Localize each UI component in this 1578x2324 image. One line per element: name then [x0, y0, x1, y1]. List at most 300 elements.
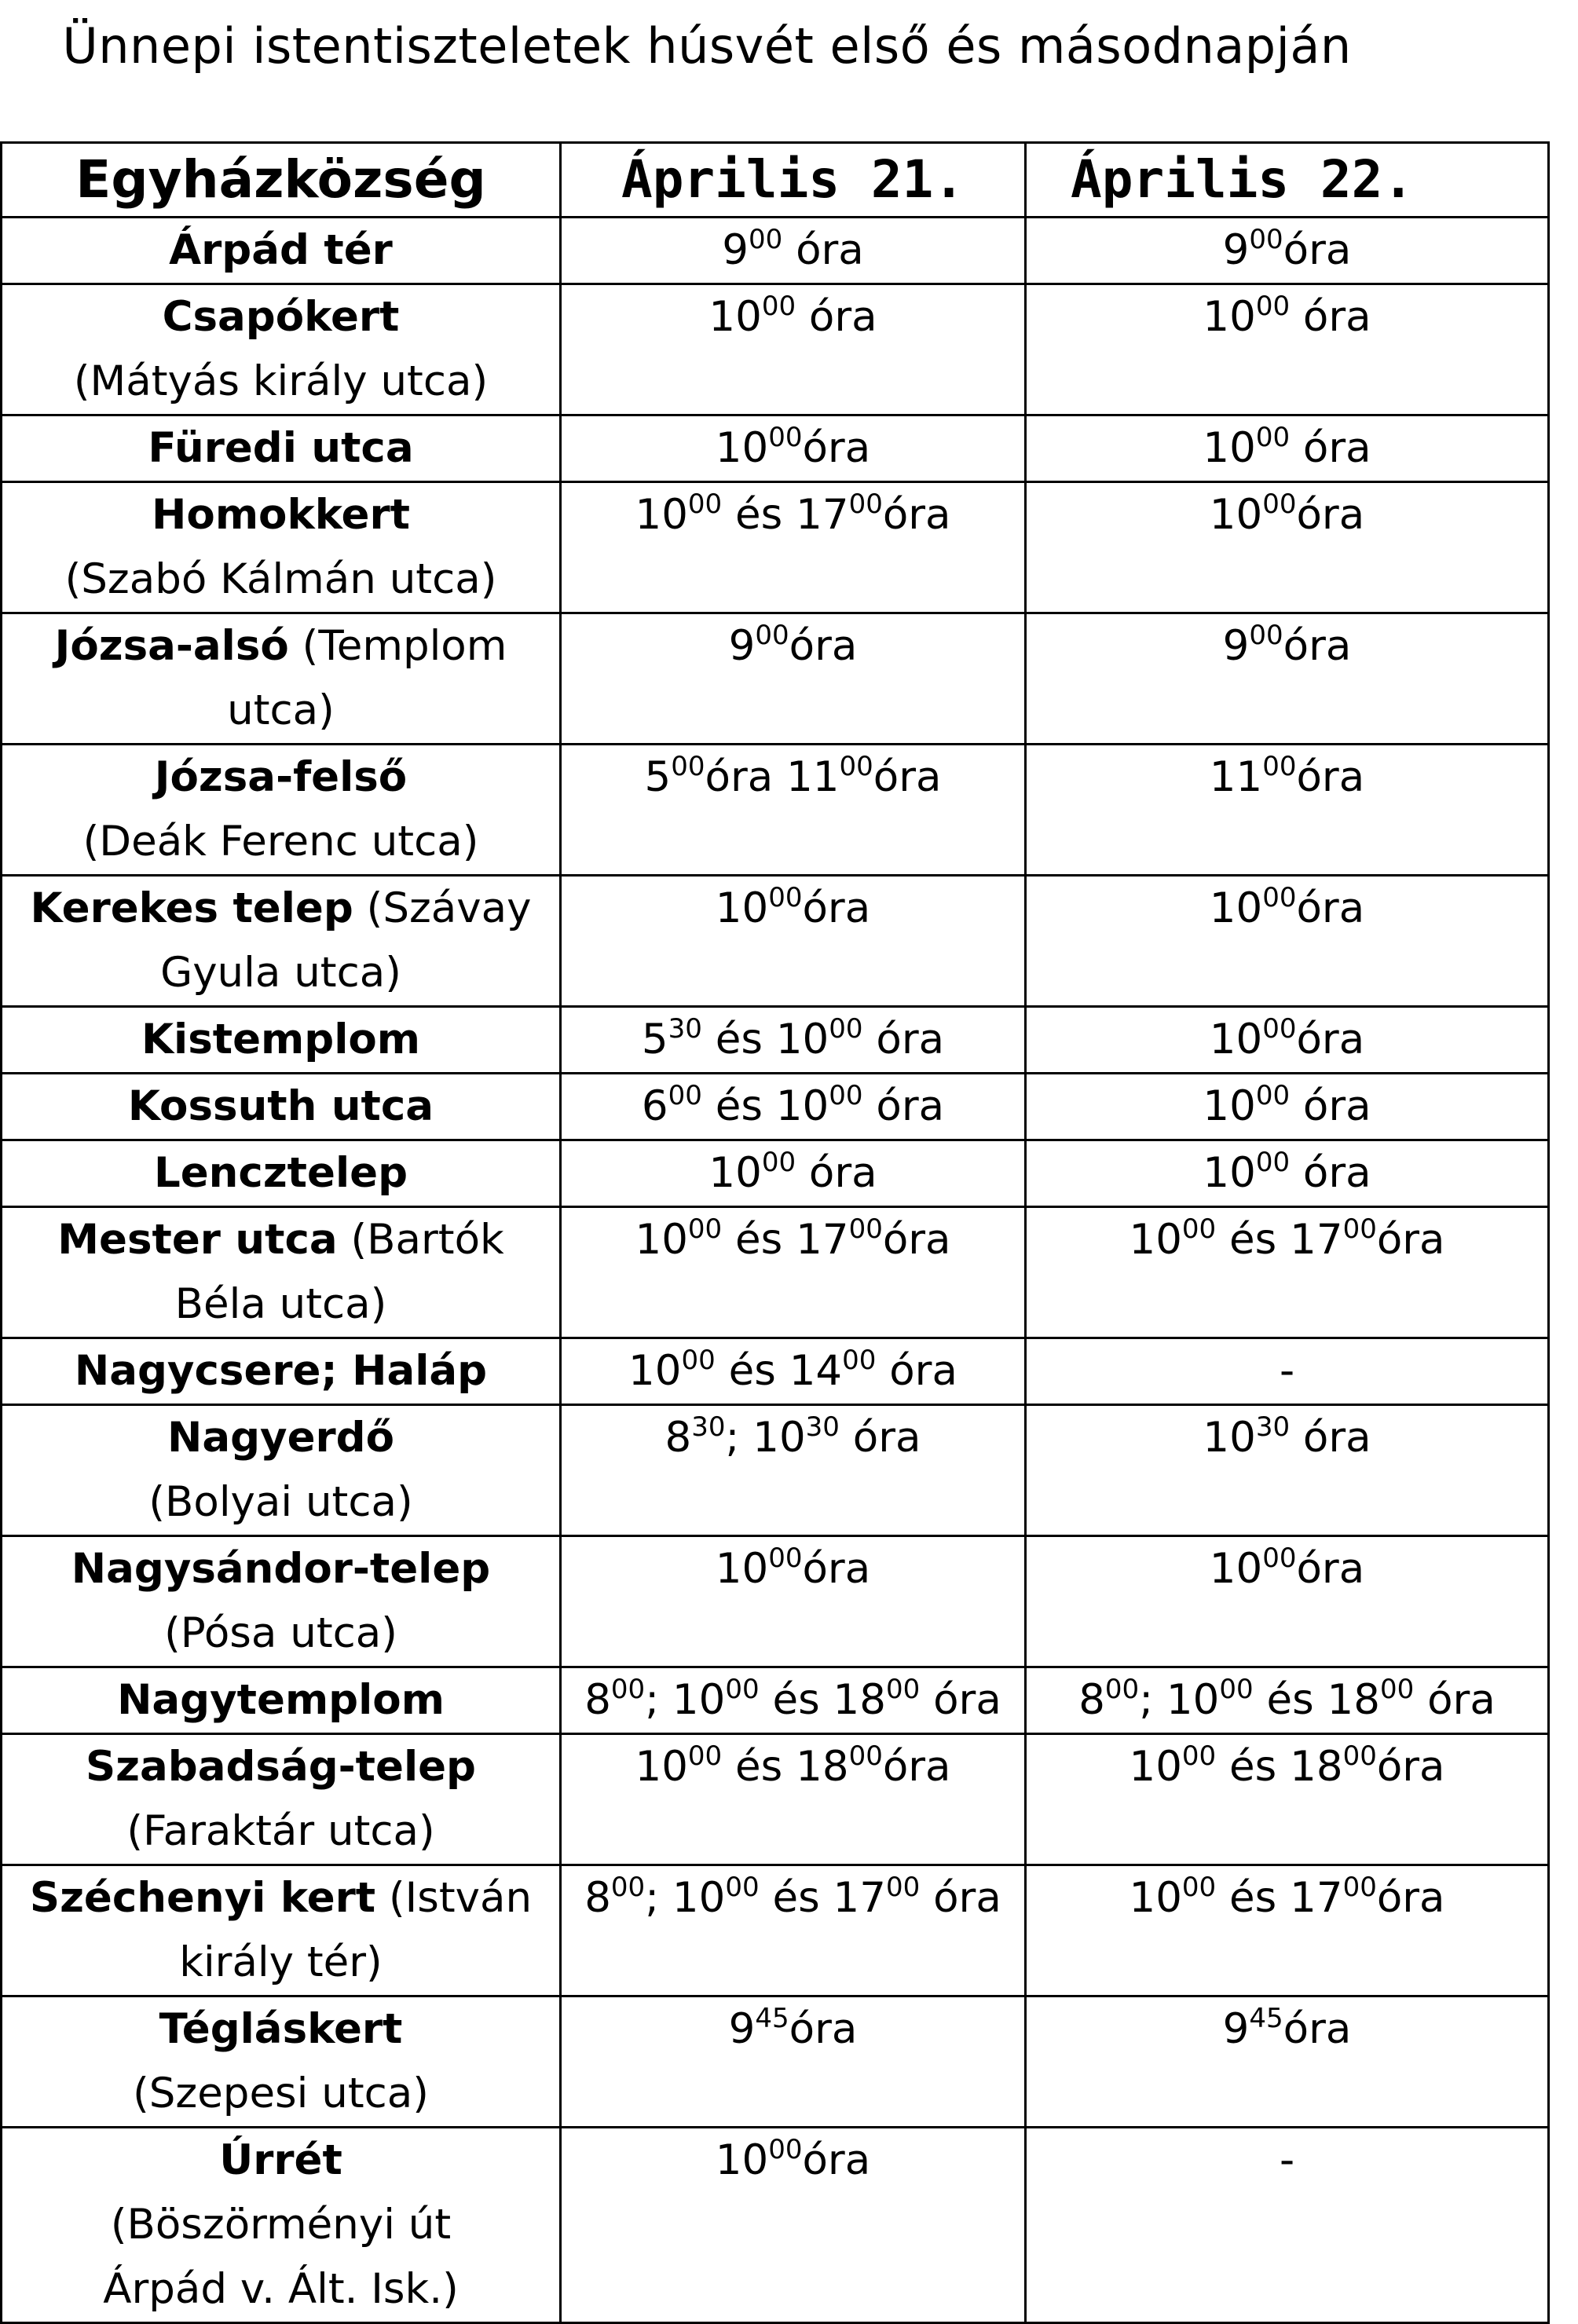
time-suffix: óra — [862, 1082, 945, 1130]
time-minutes: 30 — [668, 1013, 702, 1045]
service-times — [716, 1545, 870, 1593]
congregation-line — [7, 416, 555, 481]
table-row — [2, 218, 1549, 284]
time-minutes: 00 — [1255, 422, 1291, 453]
time-suffix: óra — [882, 1216, 951, 1264]
congregation-line — [7, 483, 555, 547]
day-1-times-cell — [561, 2128, 1026, 2323]
time-hour: 10 — [1166, 1676, 1220, 1724]
time-hour: 14 — [789, 1347, 843, 1395]
time-suffix: óra — [796, 1149, 877, 1197]
time-minutes: 00 — [1342, 1213, 1377, 1245]
table-row — [2, 745, 1549, 876]
time-suffix: óra — [796, 293, 877, 341]
congregation-line — [7, 1008, 555, 1072]
time-suffix: ; — [645, 1874, 672, 1922]
time-suffix: óra — [782, 226, 864, 274]
time-hour: 10 — [672, 1676, 726, 1724]
time-minutes: 00 — [610, 1872, 646, 1903]
time-suffix: ; — [1139, 1676, 1166, 1724]
time-hour: 8 — [584, 1874, 611, 1922]
time-hour: 10 — [775, 1082, 829, 1130]
time-minutes: 00 — [848, 1740, 883, 1772]
congregation-address: (Bolyai utca) — [148, 1478, 413, 1526]
time-suffix: óra — [1376, 1216, 1445, 1264]
time-minutes: 30 — [691, 1411, 726, 1443]
time-suffix: óra — [789, 622, 858, 670]
day-2-times-cell — [1026, 745, 1549, 876]
time-suffix: óra — [1296, 753, 1365, 801]
day-1-times-cell — [561, 415, 1026, 482]
day-2-times-cell — [1026, 1074, 1549, 1140]
table-row — [2, 415, 1549, 482]
time-minutes: 00 — [1342, 1740, 1377, 1772]
congregation-name: Kerekes telep — [30, 884, 353, 932]
day-1-times-cell — [561, 876, 1026, 1007]
day-2-times-cell — [1026, 1405, 1549, 1536]
service-times — [1203, 1411, 1371, 1462]
time-minutes: 00 — [1219, 1674, 1254, 1705]
congregation-name: Józsa-alsó — [54, 622, 289, 670]
time-hour: 10 — [1129, 1874, 1182, 1922]
header-row — [2, 143, 1549, 218]
time-suffix: óra — [802, 424, 871, 472]
time-hour: 9 — [722, 226, 749, 274]
time-suffix: óra — [1290, 424, 1371, 472]
congregation-name: Kossuth utca — [127, 1082, 434, 1130]
time-suffix: óra — [1290, 1149, 1371, 1197]
day-1-times-cell — [561, 1405, 1026, 1536]
day-1-times-cell — [561, 1074, 1026, 1140]
time-hour: 10 — [715, 884, 769, 932]
congregation-cell — [2, 284, 561, 415]
service-times — [722, 226, 864, 274]
time-suffix: óra — [705, 753, 787, 801]
time-suffix: és — [722, 1216, 796, 1264]
day-2-times-cell — [1026, 482, 1549, 613]
day-2-times-cell — [1026, 613, 1549, 745]
time-hour: 10 — [715, 424, 769, 472]
time-hour: 9 — [1222, 226, 1250, 274]
congregation-address-inline: (Templom — [288, 622, 507, 670]
congregation-name: Nagytemplom — [117, 1676, 445, 1724]
congregation-name: Homokkert — [152, 491, 410, 539]
time-suffix: óra — [920, 1874, 1001, 1922]
congregation-line — [7, 1866, 555, 1931]
congregation-name: Nagycsere; Haláp — [74, 1347, 488, 1395]
service-times — [645, 753, 942, 801]
service-times — [1203, 293, 1371, 341]
service-times — [1223, 2005, 1352, 2053]
time-suffix: és — [1216, 1874, 1291, 1922]
day-1-times-cell — [561, 1734, 1026, 1865]
time-hour: 18 — [1327, 1676, 1380, 1724]
time-suffix: ; — [725, 1414, 753, 1462]
day-1-times-cell — [561, 1338, 1026, 1405]
congregation-line — [7, 1074, 555, 1139]
time-hour: 10 — [1129, 1216, 1182, 1264]
service-times — [716, 424, 870, 472]
congregation-name: Kistemplom — [141, 1016, 421, 1063]
time-suffix: óra — [876, 1347, 957, 1395]
time-minutes: 00 — [681, 1345, 716, 1376]
congregation-cell — [2, 1207, 561, 1338]
day-1-times-cell — [561, 745, 1026, 876]
congregation-address: (Szepesi utca) — [133, 2070, 429, 2117]
time-minutes: 45 — [1249, 2003, 1283, 2034]
time-hour: 6 — [641, 1082, 668, 1130]
day-2-times-cell — [1026, 1996, 1549, 2128]
congregation-line — [7, 1406, 555, 1470]
service-times — [1223, 226, 1352, 274]
service-times — [635, 1213, 951, 1264]
congregation-line — [7, 1735, 555, 1799]
time-hour: 10 — [1203, 424, 1256, 472]
time-suffix: óra — [1290, 293, 1371, 341]
time-hour: 10 — [628, 1347, 682, 1395]
day-2-times-cell — [1026, 1207, 1549, 1338]
congregation-cell — [2, 745, 561, 876]
service-times — [1129, 1740, 1445, 1791]
time-minutes: 00 — [848, 489, 883, 520]
time-hour: 17 — [833, 1874, 886, 1922]
time-hour: 10 — [715, 2136, 769, 2184]
congregation-line — [7, 2128, 555, 2193]
service-times — [1078, 1676, 1496, 1724]
day-1-times-cell — [561, 1140, 1026, 1207]
time-suffix: óra — [1283, 2005, 1352, 2053]
congregation-line — [7, 1208, 555, 1272]
service-times — [628, 1347, 957, 1395]
time-minutes: 00 — [755, 620, 789, 651]
congregation-cell — [2, 1667, 561, 1734]
congregation-line — [7, 1537, 555, 1601]
time-minutes: 00 — [668, 1080, 702, 1111]
service-times — [1210, 884, 1364, 932]
day-2-times-cell — [1026, 1667, 1549, 1734]
time-minutes: 00 — [1181, 1740, 1217, 1772]
time-hour: 17 — [796, 1216, 849, 1264]
day-1-times-cell — [561, 1207, 1026, 1338]
time-hour: 10 — [1203, 1149, 1256, 1197]
congregation-cell — [2, 1338, 561, 1405]
congregation-name: Mester utca — [57, 1216, 338, 1264]
no-service-dash: - — [1279, 2136, 1295, 2184]
time-hour: 9 — [728, 622, 756, 670]
time-minutes: 00 — [725, 1674, 760, 1705]
table-row — [2, 1140, 1549, 1207]
time-minutes: 00 — [842, 1345, 877, 1376]
table-row — [2, 1734, 1549, 1865]
time-hour: 10 — [715, 1545, 769, 1593]
time-suffix: ; — [645, 1676, 672, 1724]
service-times — [665, 1411, 921, 1462]
time-hour: 5 — [644, 753, 672, 801]
time-hour: 10 — [708, 1149, 762, 1197]
time-suffix: és — [701, 1016, 776, 1063]
time-suffix: és — [1216, 1216, 1291, 1264]
time-hour: 10 — [708, 293, 762, 341]
time-minutes: 00 — [1262, 751, 1297, 782]
day-1-times-cell — [561, 1667, 1026, 1734]
time-hour: 10 — [775, 1016, 829, 1063]
day-2-times-cell — [1026, 1140, 1549, 1207]
time-suffix: óra — [920, 1676, 1001, 1724]
table-row — [2, 1996, 1549, 2128]
table-row — [2, 482, 1549, 613]
time-minutes: 00 — [1342, 1872, 1377, 1903]
time-hour: 8 — [1078, 1676, 1105, 1724]
table-row — [2, 1667, 1549, 1734]
day-2-times-cell — [1026, 2128, 1549, 2323]
congregation-cell — [2, 482, 561, 613]
congregation-address: Béla utca) — [174, 1280, 387, 1328]
congregation-line — [7, 285, 555, 350]
congregation-address-inline: (István — [375, 1874, 533, 1922]
congregation-cell — [2, 1536, 561, 1667]
time-minutes: 00 — [1262, 489, 1297, 520]
congregation-cell — [2, 1996, 561, 2128]
congregation-address-inline: (Szávay — [353, 884, 532, 932]
time-suffix: óra — [1296, 1016, 1365, 1063]
time-minutes: 00 — [1255, 291, 1291, 322]
congregation-cell — [2, 1405, 561, 1536]
time-hour: 10 — [1209, 1545, 1263, 1593]
congregation-line — [7, 1997, 555, 2062]
time-minutes: 00 — [1255, 1147, 1291, 1178]
congregation-line — [7, 1141, 555, 1206]
service-times — [1210, 1545, 1364, 1593]
time-suffix: és — [1253, 1676, 1327, 1724]
day-2-times-cell — [1026, 1865, 1549, 1996]
congregation-cell — [2, 415, 561, 482]
congregation-cell — [2, 1865, 561, 1996]
time-hour: 8 — [665, 1414, 692, 1462]
table-row — [2, 1207, 1549, 1338]
day-1-times-cell — [561, 1536, 1026, 1667]
congregation-line — [7, 1668, 555, 1733]
time-suffix: óra — [1290, 1414, 1371, 1462]
time-minutes: 00 — [1255, 1080, 1291, 1111]
time-minutes: 00 — [1380, 1674, 1415, 1705]
service-times — [708, 1149, 877, 1197]
day-2-times-cell — [1026, 1007, 1549, 1074]
day-2-times-cell — [1026, 1734, 1549, 1865]
time-hour: 18 — [796, 1743, 849, 1791]
time-hour: 9 — [728, 2005, 756, 2053]
time-minutes: 00 — [829, 1013, 863, 1045]
day-1-times-cell — [561, 1007, 1026, 1074]
time-hour: 10 — [1203, 293, 1256, 341]
header-day-1: Április 21. — [561, 143, 1026, 218]
service-times — [584, 1676, 1001, 1724]
congregation-cell — [2, 876, 561, 1007]
time-suffix: óra — [839, 1414, 921, 1462]
congregation-address: Gyula utca) — [160, 949, 401, 997]
time-suffix: óra — [802, 1545, 871, 1593]
time-hour: 10 — [1129, 1743, 1182, 1791]
time-suffix: óra — [882, 491, 951, 539]
time-hour: 10 — [1203, 1414, 1256, 1462]
time-suffix: óra — [882, 1743, 951, 1791]
time-minutes: 00 — [671, 751, 705, 782]
time-suffix: óra — [1283, 226, 1352, 274]
time-suffix: óra — [1296, 491, 1365, 539]
table-row — [2, 1865, 1549, 1996]
congregation-address: (Pósa utca) — [164, 1609, 397, 1657]
time-hour: 17 — [1290, 1874, 1343, 1922]
time-minutes: 00 — [748, 224, 783, 255]
day-2-times-cell — [1026, 1536, 1549, 1667]
header-congregation: Egyházközség — [2, 143, 561, 218]
service-times — [729, 2005, 858, 2053]
congregation-name: Lencztelep — [153, 1149, 408, 1197]
day-2-times-cell — [1026, 218, 1549, 284]
day-2-times-cell — [1026, 876, 1549, 1007]
time-minutes: 00 — [610, 1674, 646, 1705]
time-minutes: 00 — [1181, 1213, 1217, 1245]
congregation-name: Nagyerdő — [167, 1414, 395, 1462]
service-times — [635, 1740, 951, 1791]
congregation-line — [7, 745, 555, 810]
page-title: Ünnepi istentiszteletek húsvét első és másodnapján — [62, 17, 1352, 75]
time-minutes: 00 — [768, 2134, 803, 2165]
congregation-address: (Deák Ferenc utca) — [82, 818, 479, 866]
time-suffix: óra — [802, 2136, 871, 2184]
time-hour: 18 — [833, 1676, 886, 1724]
congregation-line — [7, 614, 555, 679]
service-times — [584, 1874, 1001, 1922]
day-1-times-cell — [561, 284, 1026, 415]
time-minutes: 00 — [1262, 1543, 1297, 1574]
time-hour: 10 — [672, 1874, 726, 1922]
service-times — [1223, 622, 1352, 670]
time-minutes: 00 — [687, 1213, 723, 1245]
congregation-name: Csapókert — [162, 293, 400, 341]
table-row — [2, 2128, 1549, 2323]
table-row — [2, 1007, 1549, 1074]
service-times — [1203, 1082, 1371, 1130]
time-suffix: és — [701, 1082, 776, 1130]
congregation-address-inline: (Bartók — [337, 1216, 504, 1264]
service-times — [642, 1082, 944, 1130]
time-suffix: óra — [802, 884, 871, 932]
time-minutes: 00 — [1104, 1674, 1140, 1705]
congregation-address: (Mátyás király utca) — [73, 357, 489, 405]
time-suffix: óra — [862, 1016, 945, 1063]
day-1-times-cell — [561, 1865, 1026, 1996]
time-hour: 10 — [635, 1216, 688, 1264]
day-2-times-cell — [1026, 415, 1549, 482]
time-hour: 10 — [1203, 1082, 1256, 1130]
schedule-body — [2, 218, 1549, 2323]
congregation-address: (Szabó Kálmán utca) — [64, 555, 497, 603]
time-minutes: 00 — [1249, 620, 1283, 651]
service-times — [708, 293, 877, 341]
time-hour: 9 — [1222, 2005, 1250, 2053]
time-minutes: 00 — [725, 1872, 760, 1903]
congregation-name: Nagysándor-telep — [71, 1545, 491, 1593]
time-hour: 17 — [1290, 1216, 1343, 1264]
congregation-address: (Böszörményi út Árpád v. Ált. Isk.) — [103, 2201, 459, 2313]
time-suffix: és — [1216, 1743, 1291, 1791]
time-suffix: és — [722, 491, 796, 539]
service-times — [716, 2136, 870, 2184]
table-row — [2, 613, 1549, 745]
day-1-times-cell — [561, 482, 1026, 613]
congregation-cell — [2, 1734, 561, 1865]
congregation-line — [7, 218, 555, 283]
time-minutes: 30 — [1255, 1411, 1291, 1443]
time-hour: 8 — [584, 1676, 611, 1724]
time-hour: 5 — [641, 1016, 668, 1063]
congregation-cell — [2, 1007, 561, 1074]
time-minutes: 00 — [761, 1147, 796, 1178]
time-minutes: 00 — [886, 1674, 921, 1705]
day-1-times-cell — [561, 613, 1026, 745]
time-hour: 9 — [1222, 622, 1250, 670]
service-times — [1203, 1149, 1371, 1197]
time-minutes: 00 — [1262, 1013, 1297, 1045]
schedule-table — [0, 141, 1550, 2324]
time-hour: 11 — [1209, 753, 1263, 801]
time-hour: 17 — [796, 491, 849, 539]
time-minutes: 00 — [1181, 1872, 1217, 1903]
time-hour: 10 — [1209, 1016, 1263, 1063]
day-1-times-cell — [561, 1996, 1026, 2128]
service-times — [729, 622, 858, 670]
no-service-dash: - — [1279, 1347, 1295, 1395]
service-times — [1210, 753, 1364, 801]
congregation-cell — [2, 1140, 561, 1207]
service-times — [1210, 491, 1364, 539]
congregation-cell — [2, 2128, 561, 2323]
congregation-name: Úrrét — [219, 2136, 342, 2184]
service-times — [716, 884, 870, 932]
congregation-name: Tégláskert — [159, 2005, 403, 2053]
time-minutes: 45 — [755, 2003, 789, 2034]
time-suffix: és — [759, 1874, 833, 1922]
congregation-address: utca) — [227, 686, 335, 734]
time-suffix: óra — [873, 753, 942, 801]
table-row — [2, 1536, 1549, 1667]
time-suffix: óra — [1296, 1545, 1365, 1593]
time-suffix: és — [715, 1347, 789, 1395]
congregation-name: Széchenyi kert — [29, 1874, 376, 1922]
congregation-name: Szabadság-telep — [85, 1743, 476, 1791]
time-suffix: óra — [1283, 622, 1352, 670]
service-times — [1129, 1874, 1444, 1922]
time-suffix: és — [722, 1743, 796, 1791]
time-hour: 11 — [786, 753, 840, 801]
time-minutes: 00 — [768, 1543, 803, 1574]
congregation-name: Árpád tér — [169, 226, 393, 274]
time-suffix: és — [759, 1676, 833, 1724]
time-minutes: 00 — [886, 1872, 921, 1903]
time-minutes: 00 — [761, 291, 796, 322]
day-2-times-cell — [1026, 284, 1549, 415]
congregation-name: Józsa-felső — [154, 753, 408, 801]
time-minutes: 00 — [848, 1213, 883, 1245]
service-times — [641, 1013, 945, 1063]
congregation-address: király tér) — [179, 1938, 383, 1986]
congregation-line — [7, 1339, 555, 1404]
congregation-name: Füredi utca — [148, 424, 414, 472]
congregation-line — [7, 877, 555, 941]
header-day-2: Április 22. — [1026, 143, 1549, 218]
service-times — [1129, 1213, 1445, 1264]
congregation-cell — [2, 613, 561, 745]
